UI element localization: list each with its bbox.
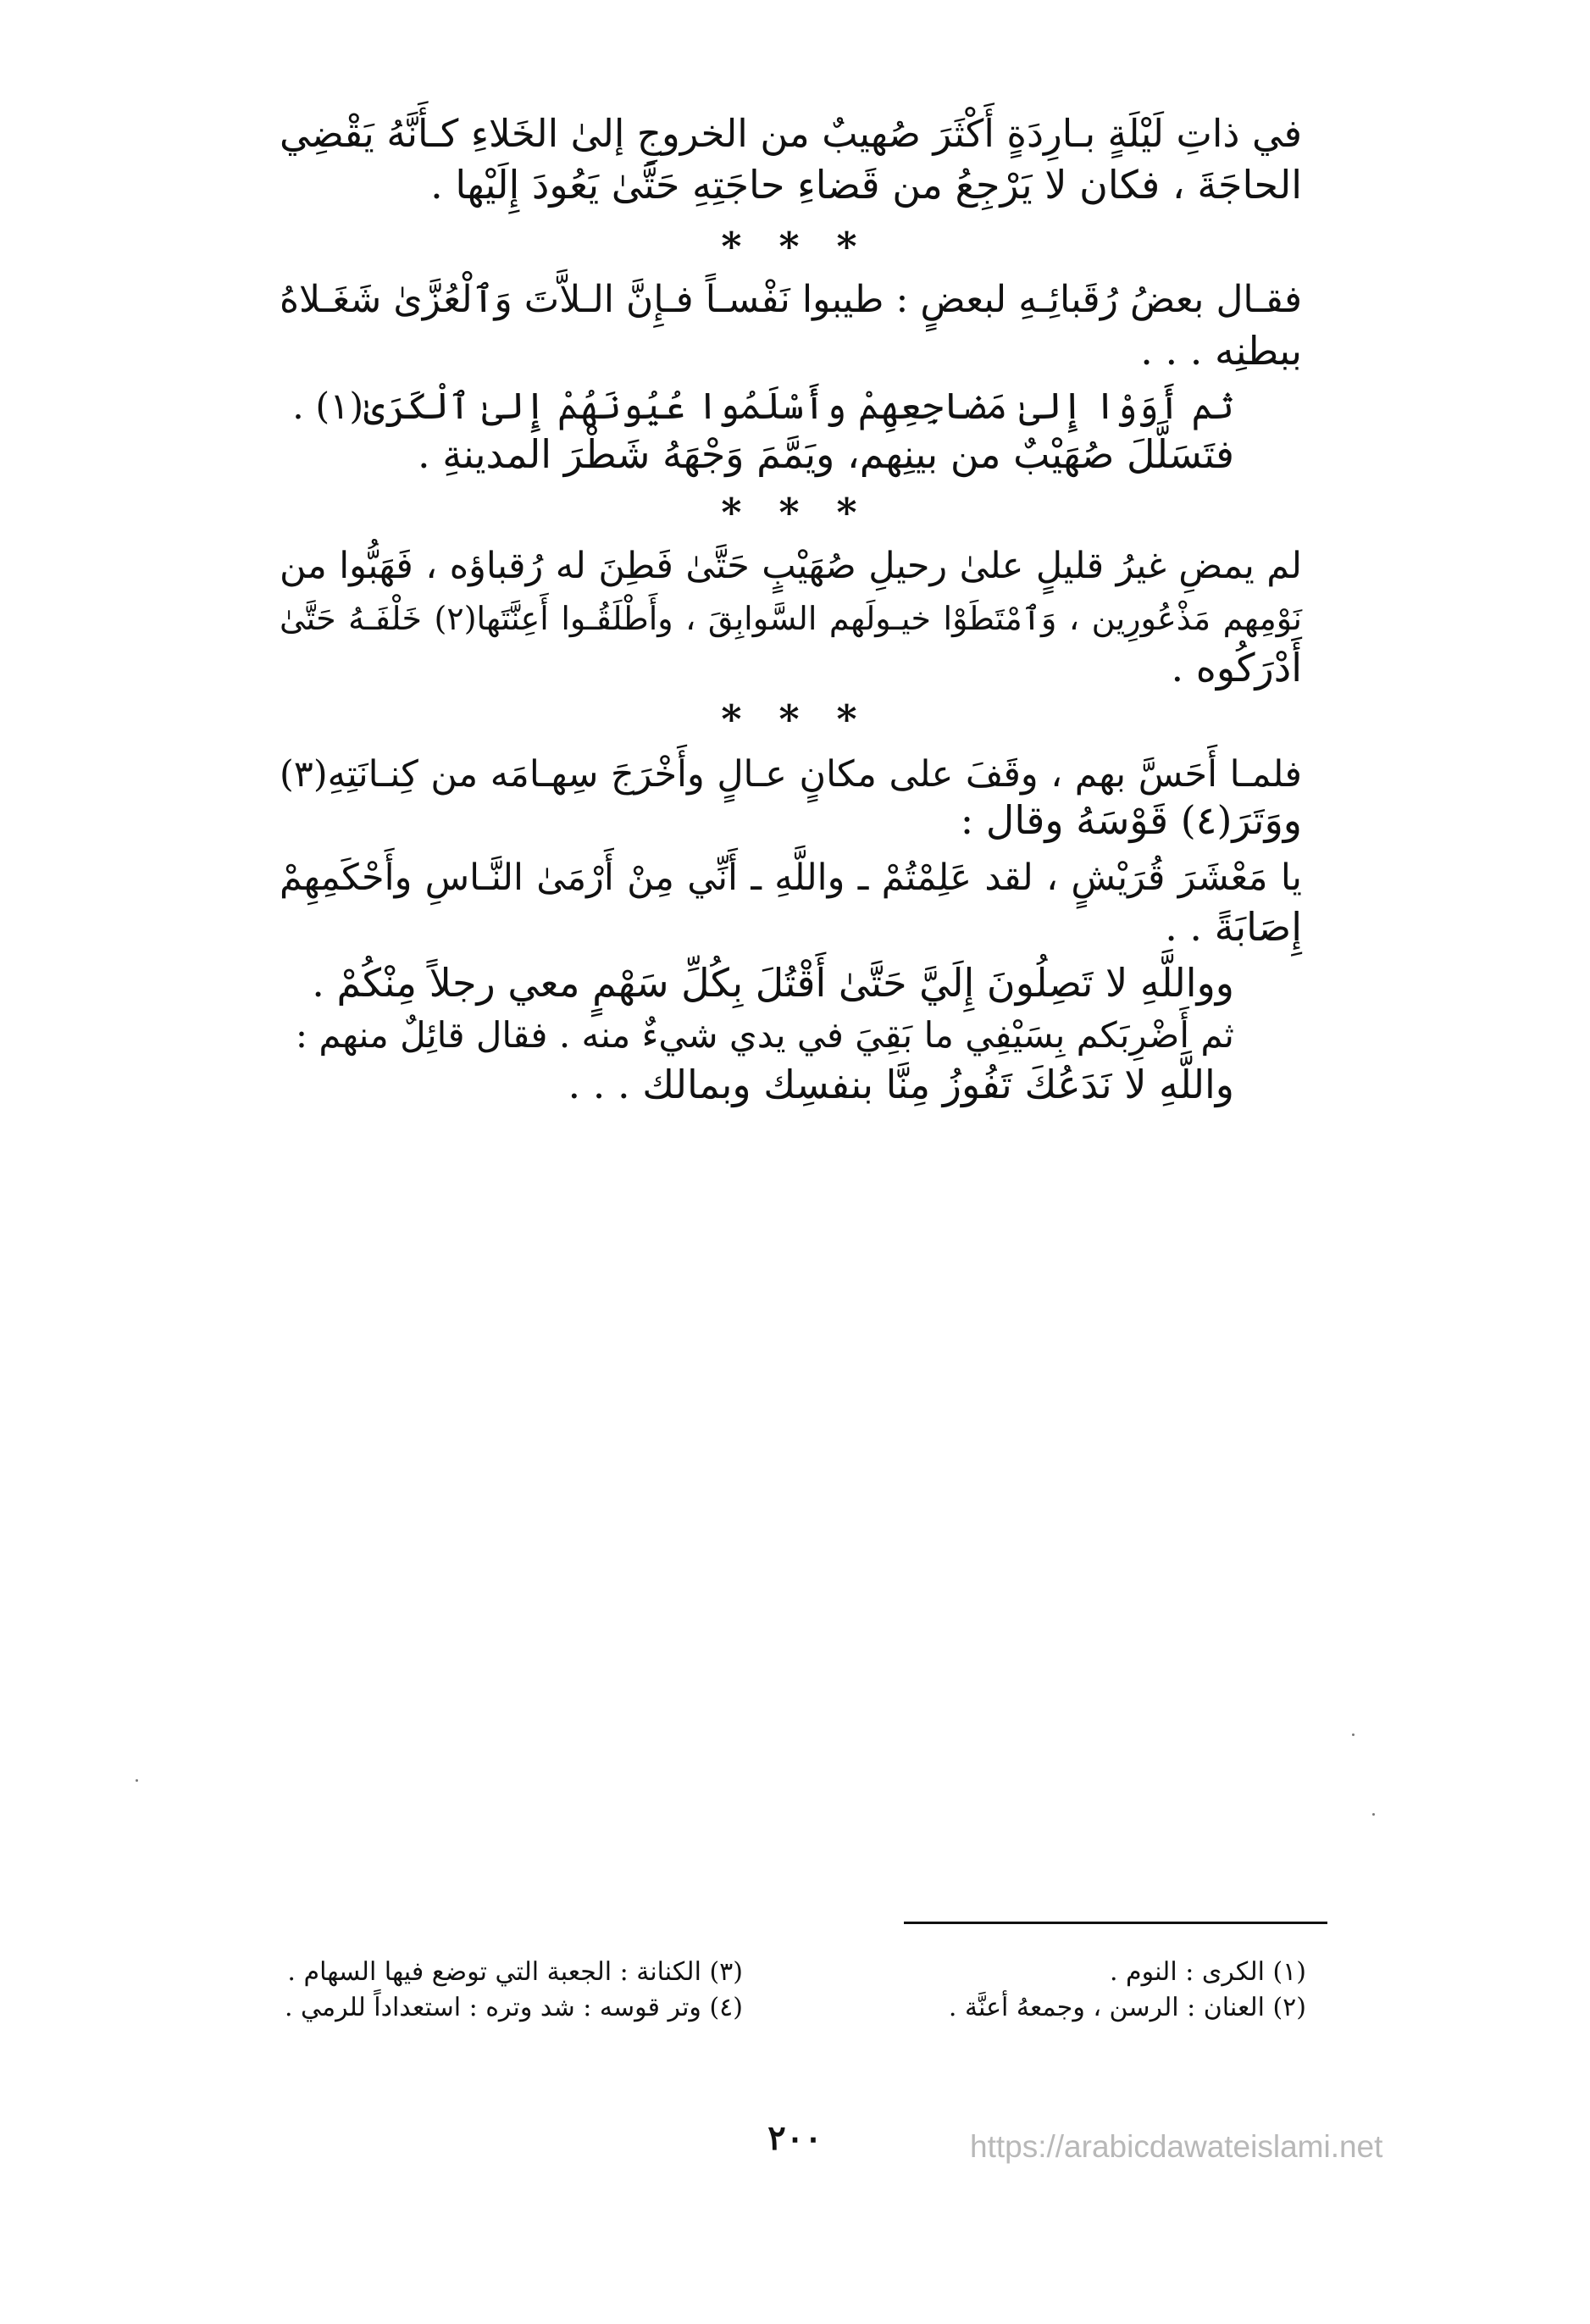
text-line: أَدْرَكُوه .: [1171, 645, 1302, 691]
text-line: في ذاتِ لَيْلَةٍ بـارِدَةٍ أَكْثَرَ صُهيبٌ من الخروجِ إلىٰ الخَلاءِ كـأَنَّهُ يَقْضِي: [280, 111, 1302, 156]
text-line: الحاجَةَ ، فكان لا يَرْجِعُ من قَضاءِ حاجَتِهِ حَتَّىٰ يَعُودَ إِلَيْها .: [430, 162, 1302, 208]
section-separator: * * *: [721, 696, 869, 742]
text-line: لم يمضِ غيرُ قليلٍ علىٰ رحيلِ صُهَيْبٍ حَتَّىٰ فَطِنَ له رُقباؤه ، فَهَبُّوا من: [280, 545, 1302, 587]
scan-speck: [1352, 1733, 1355, 1736]
text-line: ثم أَوَوْا إِلىٰ مَضاجِعِهِمْ وأَسْلَمُوا عُيُونَهُمْ إِلىٰ ٱلْكَرَىٰ(١) .: [292, 385, 1234, 428]
footnote-1: (١) الكرى : النوم .: [1109, 1957, 1306, 1987]
text-line: نَوْمِهم مَذْعُورِين ، وَٱمْتَطَوْا خيـولَهم السَّوابِقَ ، وأَطْلَقُـوا أَعِنَّتَها(٢) خَلْفَـهُ حَتَّىٰ: [280, 600, 1302, 637]
section-separator: * * *: [721, 224, 869, 269]
text-line: ووَتَرَ(٤) قَوْسَهُ وقال :: [960, 797, 1302, 843]
watermark-url: https://arabicdawateislami.net: [970, 2129, 1383, 2164]
text-line: ببطنِه . . .: [1140, 328, 1302, 374]
scan-speck: [136, 1779, 138, 1782]
text-line: فتَسَلَّلَ صُهَيْبٌ من بينِهم، ويَمَّمَ وَجْهَهُ شَطْرَ المدينةِ .: [417, 431, 1234, 477]
section-separator: * * *: [721, 490, 869, 535]
text-line: ثم أَضْرِبَكم بِسَيْفِي ما بَقِيَ في يدي شيءٌ منه . فقال قائِلٌ منهم :: [295, 1014, 1234, 1056]
text-line: وواللَّهِ لا تَصِلُونَ إِلَيَّ حَتَّىٰ أَقْتُلَ بِكُلِّ سَهْمٍ معي رجلاً مِنْكُمْ .: [312, 960, 1234, 1006]
footnote-divider: [904, 1922, 1327, 1924]
footnote-2: (٢) العنان : الرسن ، وجمعهُ أعنَّة .: [948, 1993, 1306, 2022]
footnote-4: (٤) وتر قوسه : شد وتره : استعداداً للرمي .: [284, 1993, 743, 2022]
text-line: فقـال بعضُ رُقَبائِـهِ لبعضٍ : طيبوا نَفْسـاً فـإِنَّ الـلاَّتَ وَٱلْعُزَّىٰ شَغَـلاهُ: [280, 278, 1302, 321]
text-line: يا مَعْشَرَ قُرَيْشٍ ، لقد عَلِمْتُمْ ـ واللَّهِ ـ أَنِّي مِنْ أَرْمَىٰ النَّـاسِ وأَحْكَمِهِمْ: [280, 857, 1302, 899]
text-line: واللَّهِ لا نَدَعُكَ تَفُوزُ مِنَّا بنفسِك وبمالك . . .: [568, 1062, 1234, 1107]
page-number: ٢٠٠: [767, 2118, 823, 2158]
scan-speck: [1372, 1813, 1375, 1816]
footnote-3: (٣) الكنانة : الجعبة التي توضع فيها السهام .: [287, 1957, 743, 1987]
text-line: فلمـا أَحَسَّ بهم ، وقَفَ على مكانٍ عـالٍ وأَخْرَجَ سِهـامَه من كِنـانَتِهِ(٣): [280, 753, 1302, 796]
text-line: إِصَابَةً . .: [1165, 904, 1302, 950]
